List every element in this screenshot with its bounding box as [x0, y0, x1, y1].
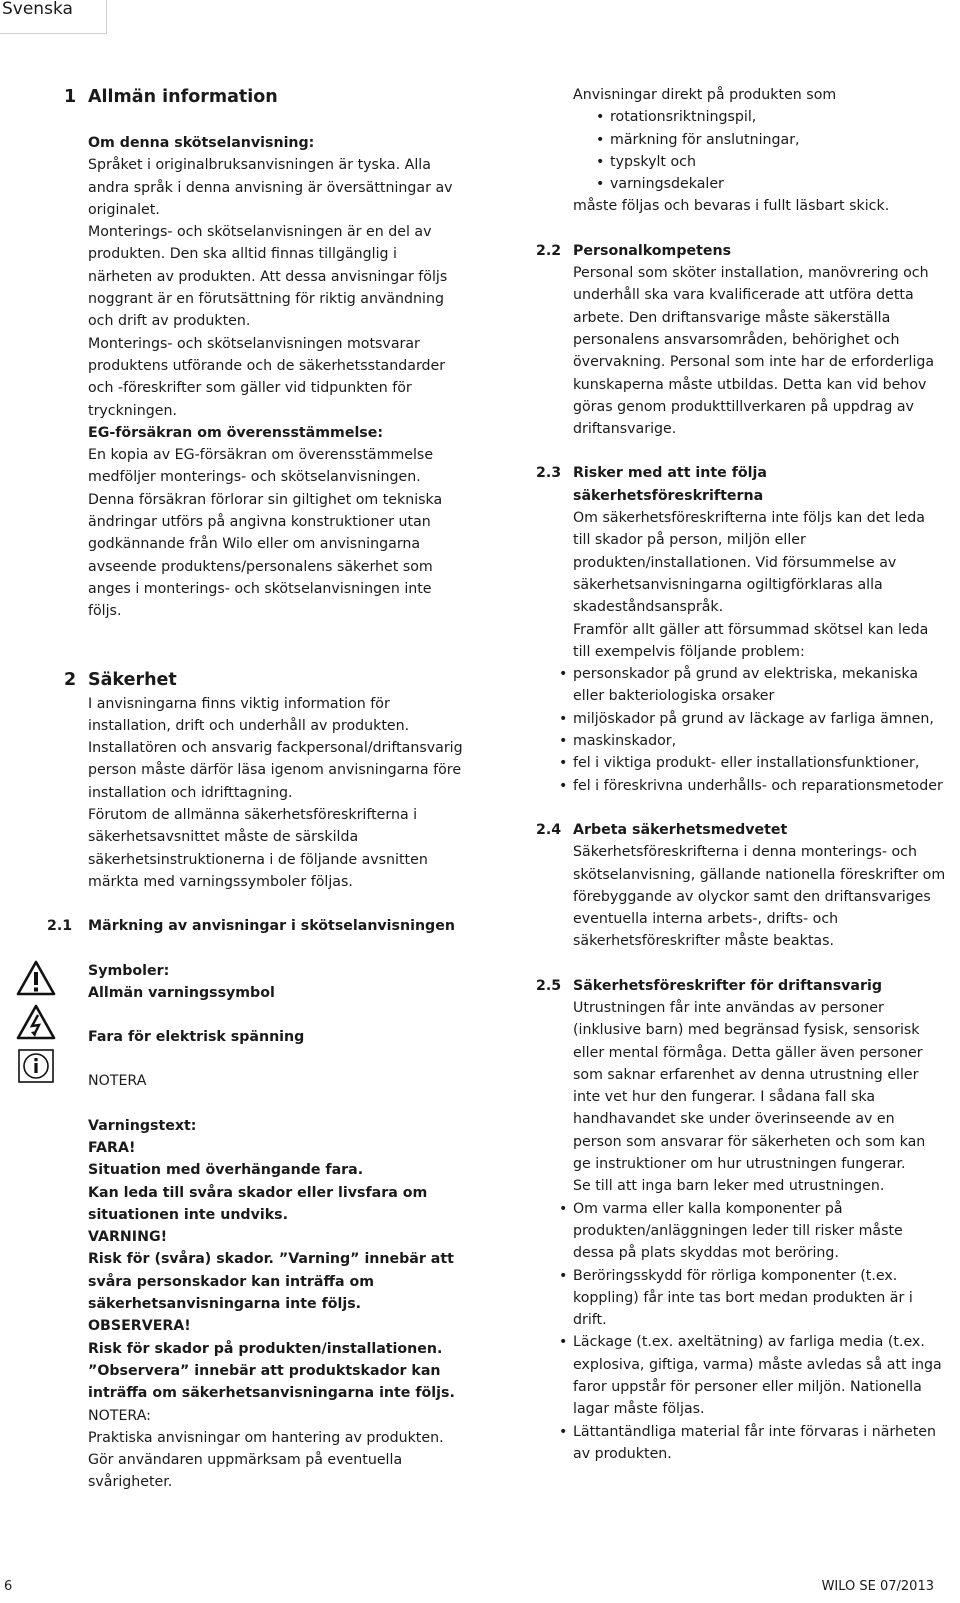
section-2-4-heading [536, 819, 946, 841]
section-2-3-body [573, 507, 946, 663]
paragraph: Säkerhetsföreskrifterna i denna monterings- och skötselanvisning, gällande nationella föreskrifter om förebyggande av olyckor samt den driftansvariges eventuella interna arbets-, drifts- och säkerhetsföreskrifter måste beaktas. [573, 844, 946, 950]
section-2-5-body [573, 997, 946, 1198]
language-tab: Svenska [0, 0, 107, 34]
symbol-general-label: Allmän varningssymbol [88, 984, 275, 1001]
section-1-body [88, 132, 464, 623]
symbol-electric-label: Fara för elektrisk spänning [88, 1029, 305, 1046]
fara-line-1: Situation med överhängande fara. [88, 1162, 364, 1179]
warning-text-label: Varningstext: [88, 1117, 197, 1134]
list-item: • personskador på grund av elektriska, mekaniska eller bakteriologiska orsaker [573, 663, 946, 708]
paragraph: Monterings- och skötselanvisningen är en del av produkten. Den ska alltid finnas tillgänglig i närheten av produkten. Att dessa anvisningar följs noggrant är en förutsättning för riktig användning och drift av produkten. [88, 224, 448, 330]
section-2-1-heading [47, 915, 464, 937]
section-number: 1 [64, 87, 77, 107]
section-2-4-body [573, 841, 946, 952]
problem-list [573, 663, 946, 797]
section-title: Risker med att inte följa [573, 465, 767, 482]
left-column [47, 84, 464, 1494]
paragraph: Denna försäkran förlorar sin giltighet om tekniska ändringar utförs på angivna konstruktioner utan godkännande från Wilo eller om anvisningarna avseende produktens/personalens säkerhet som anges i monterings- och skötselanvisningen inte följs. [88, 491, 443, 620]
section-number: 2.3 [536, 465, 562, 482]
notera-label: NOTERA: [88, 1407, 151, 1424]
list-item: • Lättantändliga material får inte förvaras i närheten av produkten. [573, 1421, 946, 1466]
eg-heading: EG-försäkran om överensstämmelse: [88, 424, 384, 441]
product-markings [573, 84, 946, 218]
electric-hazard-icon [16, 1004, 56, 1040]
footer-company: WILO SE 07/2013 [821, 1579, 934, 1594]
list-item: • miljöskador på grund av läckage av farliga ämnen, [573, 708, 946, 730]
about-heading: Om denna skötselanvisning: [88, 135, 315, 151]
list-item: • fel i föreskrivna underhålls- och reparationsmetoder [573, 775, 946, 797]
symbol-note-label: NOTERA [88, 1073, 147, 1090]
section-title: Allmän information [88, 87, 278, 107]
section-2-5-heading [536, 975, 946, 997]
section-number: 2.1 [47, 918, 73, 935]
paragraph: Personal som sköter installation, manövrering och underhåll ska vara kvalificerade att utföra detta arbete. Den driftansvarige måste säkerställa personalens ansvarsområden, behörighet och övervakning. Personal som inte har de erforderliga kunskaperna måste utbildas. Detta kan vid behov göras genom produkttillverkaren på uppdrag av driftansvarige. [573, 265, 935, 438]
fara-label: FARA! [88, 1139, 136, 1156]
paragraph: Utrustningen får inte användas av personer (inklusive barn) med begränsad fysisk, sensorisk eller mental förmåga. Detta gäller även personer som saknar erfarenhet av denna utrustning eller inte vet hur den fungerar. I sådana fall ska handhavandet ske under överinseende av en person som ansvarar för säkerheten och som kan ge instruktioner om hur utrustningen fungerar. [573, 999, 926, 1173]
symbols-label: Symboler: [88, 962, 170, 979]
paragraph: Anvisningar direkt på produkten som [573, 87, 837, 103]
warning-triangle-icon [16, 960, 56, 996]
fara-line-2: Kan leda till svåra skador eller livsfara om situationen inte undviks. [88, 1184, 428, 1223]
section-number: 2.2 [536, 242, 562, 259]
paragraph: I anvisningarna finns viktig information för installation, drift och underhåll av produkten. Installatören och ansvarig fackpersonal/driftansvarig person måste därför läsa igenom anvisningarna före installation och idrifttagning. [88, 695, 463, 801]
section-title: Säkerhet [88, 669, 177, 690]
paragraph: Monterings- och skötselanvisningen motsvarar produktens utförande och de säkerhetsstandarder och -föreskrifter som gäller vid tidpunkten för tryckningen. [88, 335, 446, 419]
section-2-heading [64, 667, 464, 693]
paragraph: Om säkerhetsföreskrifterna inte följs kan det leda till skador på person, miljön eller produkten/installationen. Vid försummelse av säkerhetsanvisningarna ogiltigförklaras alla skadeståndsanspråk. [573, 510, 925, 616]
section-2-2-body [573, 262, 946, 440]
section-2-3-heading [536, 462, 946, 507]
observera-label: OBSERVERA! [88, 1318, 191, 1335]
right-column [536, 84, 946, 1465]
varning-label: VARNING! [88, 1229, 168, 1246]
notera-text: Praktiska anvisningar om hantering av produkten. Gör användaren uppmärksam på eventuella svårigheter. [88, 1429, 444, 1491]
section-2-2-heading [536, 240, 946, 262]
section-number: 2 [64, 669, 77, 690]
paragraph: Se till att inga barn leker med utrustningen. [573, 1178, 885, 1195]
list-item: • Beröringsskydd för rörliga komponenter (t.ex. koppling) får inte tas bort medan produkten är i drift. [573, 1265, 946, 1332]
section-title: Säkerhetsföreskrifter för driftansvarig [573, 977, 882, 994]
list-item: • Om varma eller kalla komponenter på produkten/anläggningen leder till risker måste dessa på plats skyddas mot beröring. [573, 1198, 946, 1265]
list-item: • rotationsriktningspil, [610, 106, 946, 128]
section-title: Personalkompetens [573, 242, 732, 259]
list-item: • maskinskador, [573, 730, 946, 752]
paragraph: Språket i originalbruksanvisningen är tyska. Alla andra språk i denna anvisning är översättningar av originalet. [88, 157, 453, 218]
list-item: • varningsdekaler [610, 173, 946, 195]
list-item: • Läckage (t.ex. axeltätning) av farliga media (t.ex. explosiva, giftiga, varma) måste avledas så att inga faror uppstår för personer eller miljön. Nationella lagar måste följas. [573, 1331, 946, 1420]
list-item: • märkning för anslutningar, [610, 129, 946, 151]
info-icon [16, 1048, 56, 1084]
symbol-icons [16, 960, 56, 1084]
marking-list [610, 106, 946, 195]
paragraph: En kopia av EG-försäkran om överensstämmelse medföljer monterings- och skötselanvisningen. [88, 447, 434, 486]
section-number: 2.4 [536, 821, 562, 838]
varning-text: Risk för (svåra) skador. ”Varning” innebär att svåra personskador kan inträffa om säkerhetsanvisningarna inte följs. [88, 1251, 454, 1313]
list-item: • fel i viktiga produkt- eller installationsfunktioner, [573, 752, 946, 774]
section-title: Arbeta säkerhetsmedvetet [573, 821, 788, 838]
section-number: 2.5 [536, 977, 562, 994]
operator-rules-list [573, 1198, 946, 1466]
observera-text: Risk för skador på produkten/installationen. ”Observera” innebär att produktskador kan inträffa om säkerhetsanvisningarna inte följs. [88, 1340, 455, 1402]
paragraph: Förutom de allmänna säkerhetsföreskrifterna i säkerhetsavsnittet måste de särskilda säkerhetsinstruktionerna i de följande avsnitten märkta med varningssymboler följas. [88, 807, 428, 890]
page-number: 6 [4, 1579, 13, 1594]
list-item: • typskylt och [610, 151, 946, 173]
paragraph: måste följas och bevaras i fullt läsbart skick. [573, 198, 890, 215]
section-title: Märkning av anvisningar i skötselanvisningen [88, 918, 455, 935]
section-2-1-body [88, 960, 464, 1494]
section-2-body [88, 693, 464, 894]
section-1-heading [64, 84, 464, 110]
section-title-line-2: säkerhetsföreskrifterna [573, 487, 764, 504]
paragraph: Framför allt gäller att försummad skötsel kan leda till exempelvis följande problem: [573, 621, 929, 660]
